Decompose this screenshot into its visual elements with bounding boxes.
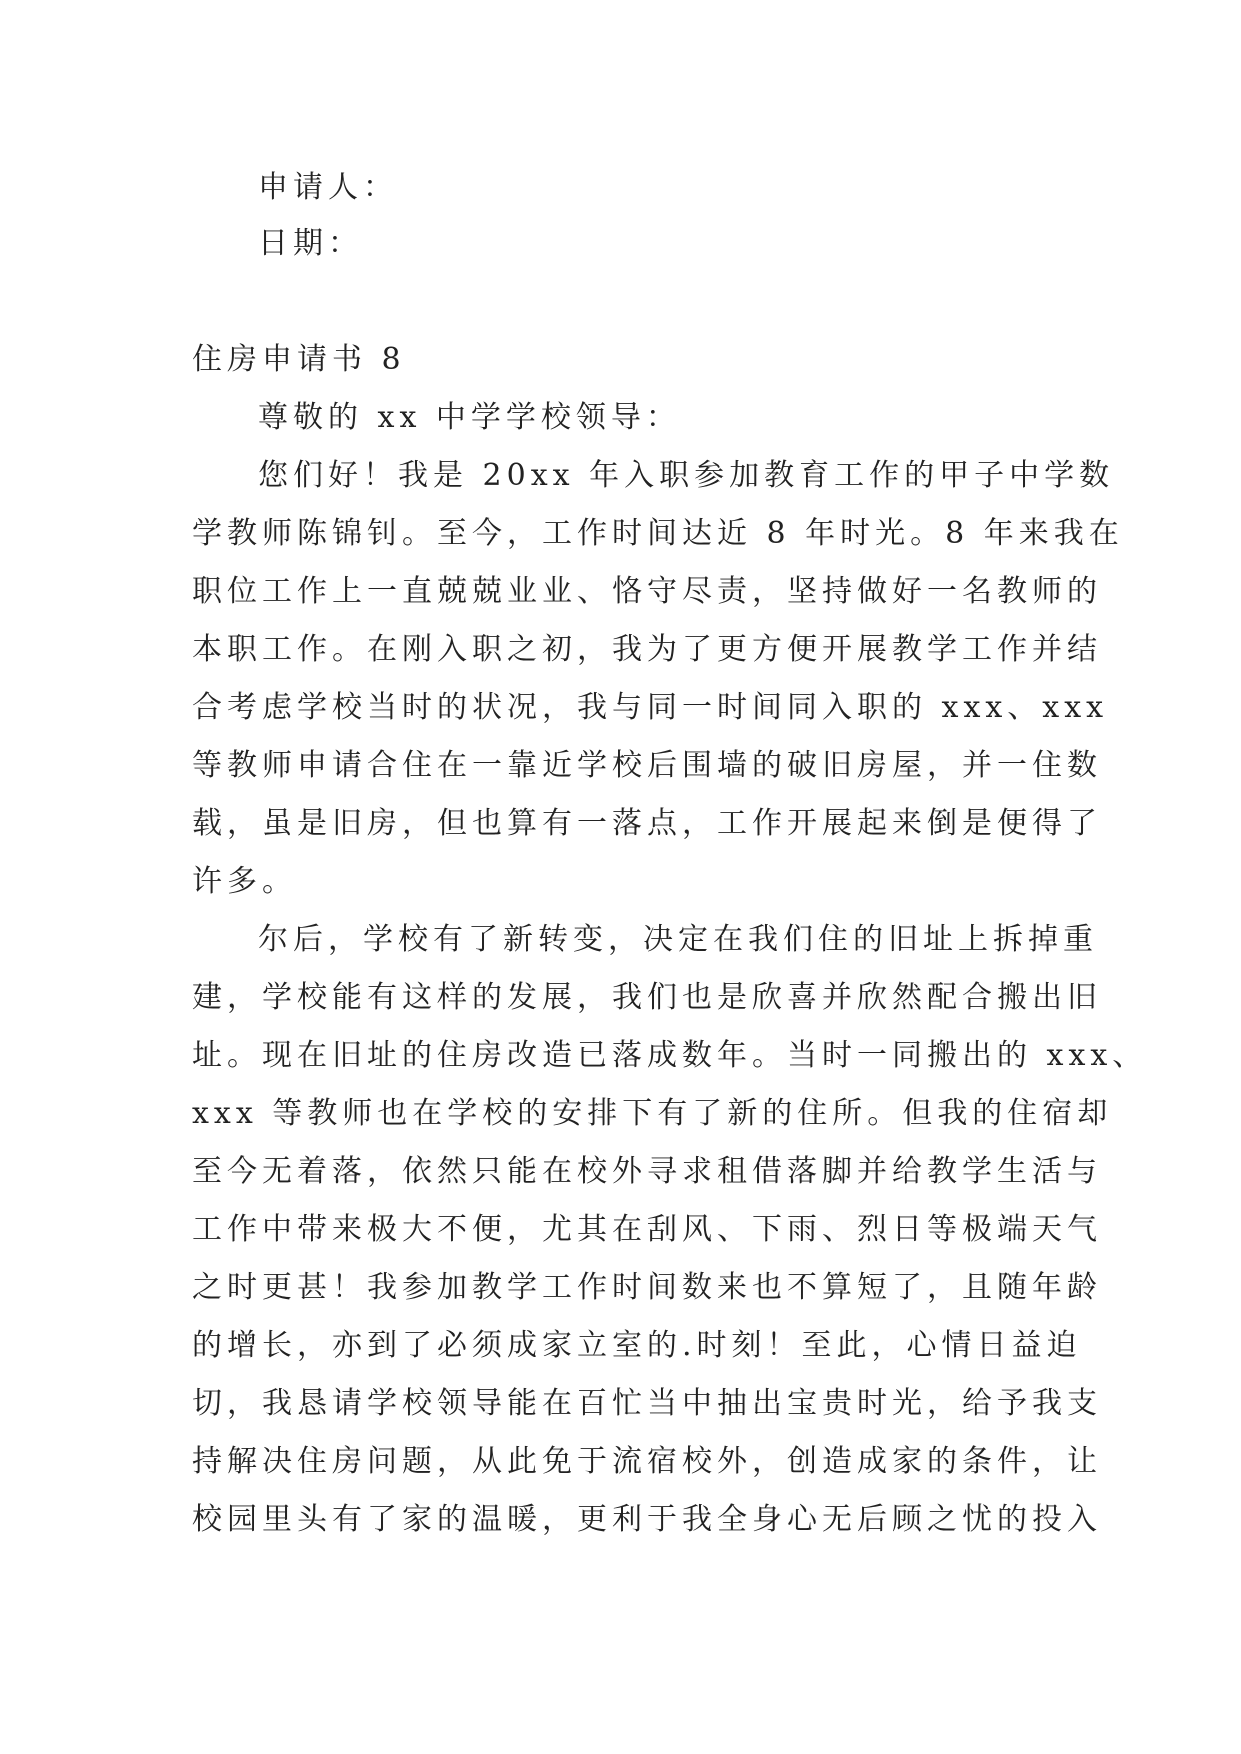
paragraph2-line: 尔后，学校有了新转变，决定在我们住的旧址上拆掉重 — [258, 922, 1098, 957]
paragraph1-line: 合考虑学校当时的状况，我与同一时间同入职的 xxx、xxx — [192, 690, 1109, 725]
date-label: 日期： — [258, 226, 363, 261]
paragraph1-line: 您们好！我是 20xx 年入职参加教育工作的甲子中学数 — [258, 458, 1115, 493]
salutation: 尊敬的 xx 中学学校领导： — [258, 400, 681, 435]
paragraph2-line: 持解决住房问题，从此免于流宿校外，创造成家的条件，让 — [192, 1444, 1102, 1479]
section-heading: 住房申请书 8 — [192, 342, 406, 377]
paragraph1-line: 许多。 — [192, 864, 297, 899]
paragraph2-line: 切，我恳请学校领导能在百忙当中抽出宝贵时光，给予我支 — [192, 1386, 1102, 1421]
paragraph2-line: 址。现在旧址的住房改造已落成数年。当时一同搬出的 xxx、 — [192, 1038, 1148, 1073]
paragraph2-line: 工作中带来极大不便，尤其在刮风、下雨、烈日等极端天气 — [192, 1212, 1102, 1247]
paragraph1-line: 等教师申请合住在一靠近学校后围墙的破旧房屋，并一住数 — [192, 748, 1102, 783]
paragraph1-line: 学教师陈锦钊。至今，工作时间达近 8 年时光。8 年来我在 — [192, 516, 1124, 551]
paragraph2-line: 的增长，亦到了必须成家立室的.时刻！至此，心情日益迫 — [192, 1328, 1082, 1363]
paragraph2-line: 校园里头有了家的温暖，更利于我全身心无后顾之忧的投入 — [192, 1502, 1102, 1537]
paragraph1-line: 职位工作上一直兢兢业业、恪守尽责，坚持做好一名教师的 — [192, 574, 1102, 609]
applicant-label: 申请人： — [258, 170, 398, 205]
paragraph2-line: 之时更甚！我参加教学工作时间数来也不算短了，且随年龄 — [192, 1270, 1102, 1305]
paragraph2-line: 建，学校能有这样的发展，我们也是欣喜并欣然配合搬出旧 — [192, 980, 1102, 1015]
paragraph1-line: 本职工作。在刚入职之初，我为了更方便开展教学工作并结 — [192, 632, 1102, 667]
paragraph2-line: xxx 等教师也在学校的安排下有了新的住所。但我的住宿却 — [192, 1096, 1113, 1131]
paragraph1-line: 载，虽是旧房，但也算有一落点，工作开展起来倒是便得了 — [192, 806, 1102, 841]
paragraph2-line: 至今无着落，依然只能在校外寻求租借落脚并给教学生活与 — [192, 1154, 1102, 1189]
